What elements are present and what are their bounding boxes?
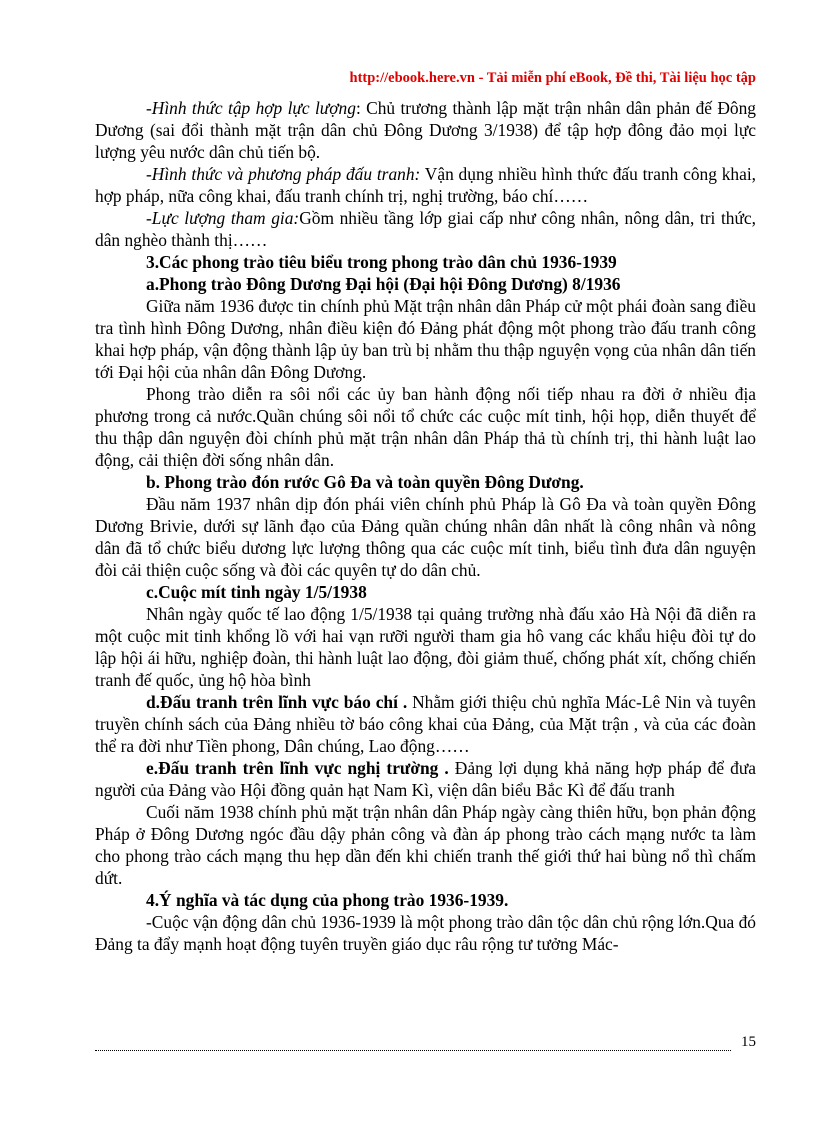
paragraph-force-gathering bbox=[95, 97, 756, 163]
paragraph-a1: Giữa năm 1936 được tin chính phủ Mặt trận nhân dân Pháp cử một phái đoàn sang điều tra tình hình Đông Dương, nhân điều kiện đó Đảng phát động một phong trào đấu tranh công khai hợp pháp, vận động thành lập ủy ban trù bị nhằm thu thập nguyện vọng của nhân dân tiến tới Đại hội của nhân dân Đông Dương. bbox=[95, 296, 756, 382]
subsection-heading-d: d.Đấu tranh trên lĩnh vực báo chí . bbox=[146, 692, 408, 712]
subsection-heading-c: c.Cuộc mít tinh ngày 1/5/1938 bbox=[146, 582, 367, 602]
page-header bbox=[350, 70, 756, 87]
paragraph-c: Nhân ngày quốc tế lao động 1/5/1938 tại quảng trường nhà đấu xảo Hà Nội đã diễn ra một cuộc mit tinh khổng lồ với hai vạn rưỡi người tham gia hô vang các khẩu hiệu đòi tự do lập hội ái hữu, nghiệp đoàn, thi hành luật lao động, đòi giảm thuế, chống phát xít, chống chiến tranh đế quốc, ủng hộ hòa bình bbox=[95, 604, 756, 690]
paragraph-text: : Chủ trương thành lập mặt trận nhân dân phản đế Đông Dương (sai đổi thành mặt trận dân chủ Đông Dương 3/1938) để tập hợp đông đảo mọi lực lượng yêu nước dân chủ tiến bộ. bbox=[95, 98, 756, 162]
paragraph-b: Đầu năm 1937 nhân dịp đón phái viên chính phủ Pháp là Gô Đa và toàn quyền Đông Dương Brivie, dưới sự lãnh đạo của Đảng quần chúng nhân dân nhất là công nhân và nông dân đã tổ chức biểu dương lực lượng thông qua các cuộc mít tinh, biểu tình đưa dân nguyện đòi cải thiện cuộc sống và đòi các quyên tự do dân chủ. bbox=[95, 494, 756, 580]
page-footer bbox=[95, 1034, 756, 1051]
document-body bbox=[95, 97, 756, 955]
paragraph-text: Đảng lợi dụng khả năng hợp pháp để đưa người của Đảng vào Hội đồng quản hạt Nam Kì, viện dân biểu Bắc Kì để đấu tranh bbox=[95, 758, 756, 800]
paragraph-text: Nhằm giới thiệu chủ nghĩa Mác-Lê Nin và tuyên truyền chính sách của Đảng nhiều tờ báo công khai của Đảng, của Mặt trận , và của các đoàn thể ra đời như Tiền phong, Dân chúng, Lao động…… bbox=[95, 692, 756, 756]
paragraph-d bbox=[95, 691, 756, 757]
paragraph-e2: Cuối năm 1938 chính phủ mặt trận nhân dân Pháp ngày càng thiên hữu, bọn phản động Pháp ở Đông Dương ngóc đầu dậy phản công và đàn áp phong trào cách mạng nước ta làm cho phong trào cách mạng thu hẹp dần đến khi chiến tranh thế giới thứ hai bùng nổ thì chấm dứt. bbox=[95, 802, 756, 888]
header-separator: - bbox=[474, 70, 487, 86]
paragraph-participating-forces bbox=[95, 207, 756, 251]
paragraph-text: Gồm nhiều tầng lớp giai cấp như công nhân, nông dân, tri thức, dân nghèo thành thị…… bbox=[95, 208, 756, 250]
paragraph-a2: Phong trào diễn ra sôi nổi các ủy ban hành động nối tiếp nhau ra đời ở nhiều địa phương trong cả nước.Quần chúng sôi nổi tổ chức các cuộc mít tinh, hội họp, diễn thuyết để thu thập dân nguyện đòi chính phủ mặt trận nhân dân Pháp thả tù chính trị, thi hành luật lao động, cải thiện đời sống nhân dân. bbox=[95, 384, 756, 470]
paragraph-lead-italic: -Hình thức và phương pháp đấu tranh: bbox=[146, 164, 421, 184]
page-number: 15 bbox=[741, 1034, 756, 1050]
paragraph-text: Vận dụng nhiều hình thức đấu tranh công khai, hợp pháp, nữa công khai, đấu tranh chính trị, nghị trường, báo chí…… bbox=[95, 164, 756, 206]
paragraph-lead-italic: -Hình thức tập hợp lực lượng bbox=[146, 98, 356, 118]
paragraph-lead-italic: -Lực lượng tham gia: bbox=[146, 208, 300, 228]
subsection-heading-e: e.Đấu tranh trên lĩnh vực nghị trường . bbox=[146, 758, 449, 778]
header-url-link[interactable]: http://ebook.here.vn bbox=[349, 70, 475, 86]
subsection-heading-a: a.Phong trào Đông Dương Đại hội (Đại hội Đông Dương) 8/1936 bbox=[146, 274, 621, 294]
section-heading-4: 4.Ý nghĩa và tác dụng của phong trào 1936-1939. bbox=[146, 890, 509, 910]
footer-dotted-rule bbox=[95, 1040, 731, 1051]
paragraph-4: -Cuộc vận động dân chủ 1936-1939 là một phong trào dân tộc dân chủ rộng lớn.Qua đó Đảng ta đẩy mạnh hoạt động tuyên truyền giáo dục râu rộng tư tưởng Mác- bbox=[95, 912, 756, 954]
header-tagline: Tải miễn phí eBook, Đề thi, Tài liệu học tập bbox=[486, 70, 756, 86]
paragraph-e bbox=[95, 757, 756, 801]
subsection-heading-b: b. Phong trào đón rước Gô Đa và toàn quyền Đông Dương. bbox=[146, 472, 584, 492]
section-heading-3: 3.Các phong trào tiêu biểu trong phong trào dân chủ 1936-1939 bbox=[146, 252, 617, 272]
paragraph-struggle-methods bbox=[95, 163, 756, 207]
